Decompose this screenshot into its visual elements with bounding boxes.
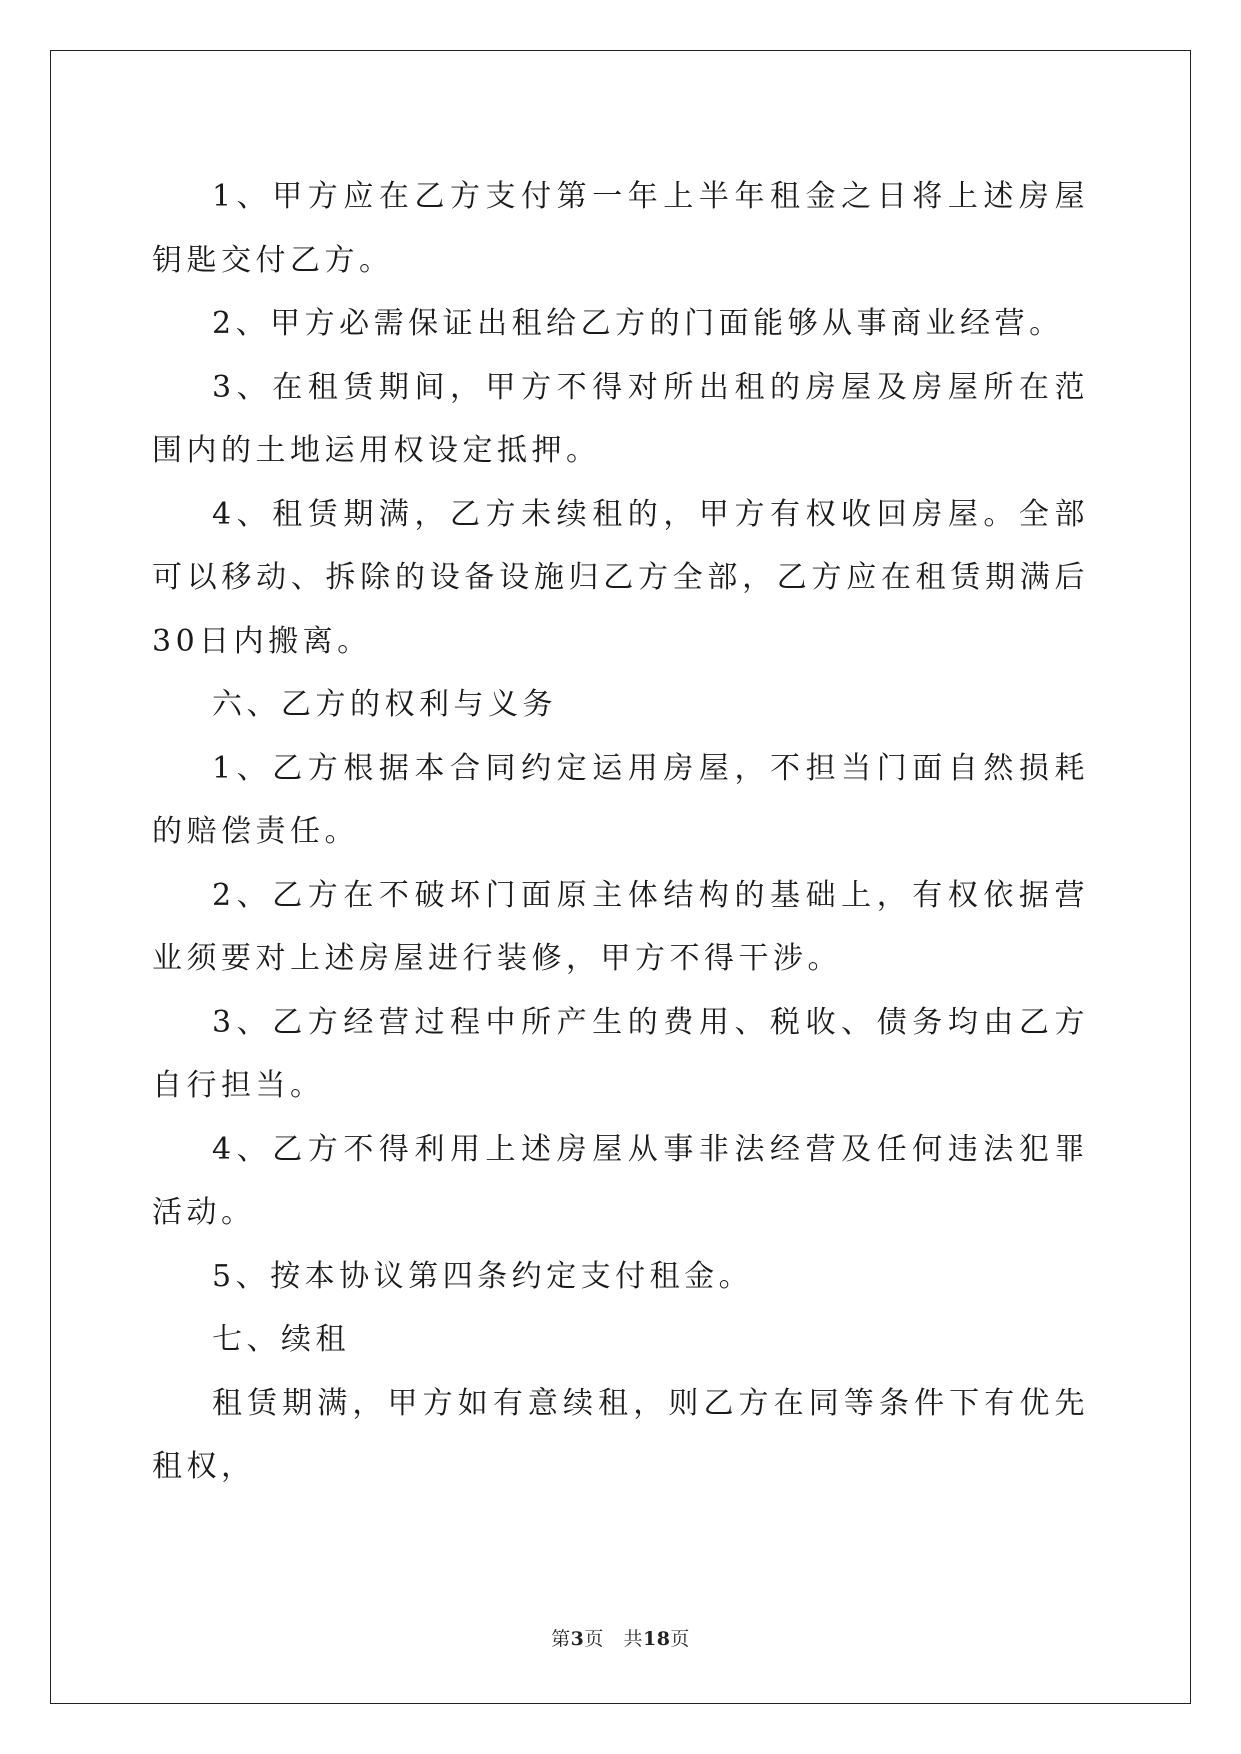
page-number: 3	[570, 1628, 585, 1650]
paragraph: 1、甲方应在乙方支付第一年上半年租金之日将上述房屋钥匙交付乙方。	[152, 179, 1089, 278]
paragraph: 2、乙方在不破坏门面原主体结构的基础上，有权依据营业须要对上述房屋进行装修，甲方不得干涉。	[152, 877, 1089, 976]
paragraph: 3、乙方经营过程中所产生的费用、税收、债务均由乙方自行担当。	[152, 1004, 1089, 1103]
paragraph: 4、租赁期满，乙方未续租的，甲方有权收回房屋。全部可以移动、拆除的设备设施归乙方全部，乙方应在租赁期满后30日内搬离。	[152, 496, 1089, 659]
paragraph: 3、在租赁期间，甲方不得对所出租的房屋及房屋所在范围内的土地运用权设定抵押。	[152, 369, 1089, 468]
paragraph: 4、乙方不得利用上述房屋从事非法经营及任何违法犯罪活动。	[152, 1131, 1089, 1230]
paragraph: 租赁期满，甲方如有意续租，则乙方在同等条件下有优先租权，	[152, 1385, 1089, 1484]
page-total: 18	[642, 1628, 671, 1650]
page-prefix: 第	[551, 1628, 571, 1650]
paragraph: 5、按本协议第四条约定支付租金。	[212, 1258, 754, 1294]
total-suffix: 页	[670, 1628, 690, 1650]
paragraph: 1、乙方根据本合同约定运用房屋，不担当门面自然损耗的赔偿责任。	[152, 750, 1089, 849]
paragraph: 2、甲方必需保证出租给乙方的门面能够从事商业经营。	[212, 306, 1064, 341]
section-heading: 七、续租	[212, 1322, 350, 1357]
total-prefix: 共	[623, 1628, 643, 1650]
section-heading: 六、乙方的权利与义务	[212, 687, 557, 722]
page-footer	[0, 1624, 1241, 1651]
document-body	[152, 165, 1089, 1499]
page-suffix: 页	[584, 1628, 604, 1650]
